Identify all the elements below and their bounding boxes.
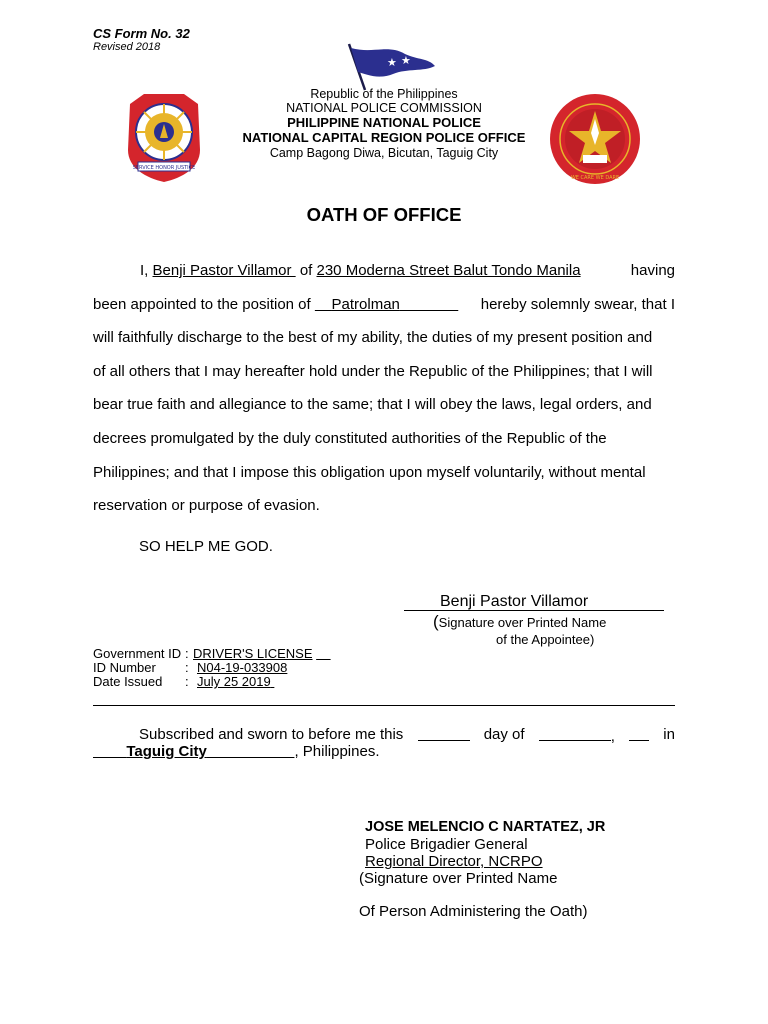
svg-text:SERVICE HONOR JUSTICE: SERVICE HONOR JUSTICE bbox=[132, 165, 196, 171]
sworn-line-1: Subscribed and sworn to before me this day of , in bbox=[139, 726, 675, 745]
ncrpo-seal-icon bbox=[546, 93, 644, 185]
svg-text:WE CARE WE DARE: WE CARE WE DARE bbox=[570, 175, 620, 181]
sworn-line-2: Taguig City , Philippines. bbox=[93, 743, 380, 760]
id-number-value[interactable]: N04-19-033908 bbox=[197, 660, 288, 675]
svg-text:★: ★ bbox=[387, 56, 397, 69]
header-commission: NATIONAL POLICE COMMISSION bbox=[286, 101, 482, 115]
appointee-caption-2: of the Appointee) bbox=[496, 632, 595, 647]
appointee-printed-name[interactable]: Benji Pastor Villamor bbox=[440, 593, 589, 610]
sworn-year-blank[interactable] bbox=[629, 726, 649, 741]
oath-line-1: I, Benji Pastor Villamor of 230 Moderna Street Balut Tondo Manila having bbox=[140, 262, 675, 279]
document-title: OATH OF OFFICE bbox=[306, 204, 462, 225]
officer-name: JOSE MELENCIO C NARTATEZ, JR bbox=[365, 819, 606, 835]
officer-caption-2: Of Person Administering the Oath) bbox=[359, 903, 588, 920]
position-field[interactable]: Patrolman bbox=[331, 295, 400, 313]
appointee-address-field[interactable]: 230 Moderna Street Balut Tondo Manila bbox=[316, 262, 581, 279]
header-republic: Republic of the Philippines bbox=[310, 87, 458, 101]
oath-line-6: decrees promulgated by the duly constituted authorities of the Republic of the bbox=[93, 429, 607, 447]
oath-line-8: reservation or purpose of evasion. bbox=[93, 497, 320, 515]
date-issued-label: Date Issued bbox=[93, 674, 163, 689]
officer-rank: Police Brigadier General bbox=[365, 836, 528, 853]
header-office: NATIONAL CAPITAL REGION POLICE OFFICE bbox=[242, 130, 526, 145]
oath-line-5: bear true faith and allegiance to the same; that I will obey the laws, legal orders, and bbox=[93, 396, 652, 414]
oath-line-3: will faithfully discharge to the best of my ability, the duties of my present position and bbox=[93, 329, 653, 347]
oath-line-2: been appointed to the position of Patrolman hereby solemnly swear, that I bbox=[93, 295, 675, 313]
form-number: CS Form No. 32 bbox=[93, 26, 190, 41]
officer-title: Regional Director, NCRPO bbox=[365, 853, 543, 870]
oath-paragraph bbox=[93, 254, 675, 523]
oath-line-7: Philippines; and that I impose this obligation upon myself voluntarily, without mental bbox=[93, 463, 646, 481]
sworn-day-blank[interactable] bbox=[418, 726, 470, 741]
gov-id-label: Government ID bbox=[93, 646, 182, 661]
id-number-label: ID Number bbox=[93, 660, 156, 675]
svg-text:★: ★ bbox=[401, 54, 411, 67]
sworn-month-blank[interactable] bbox=[539, 726, 611, 741]
appointee-caption-1: (Signature over Printed Name bbox=[433, 612, 607, 631]
header-address: Camp Bagong Diwa, Bicutan, Taguig City bbox=[269, 146, 499, 160]
id-number-sep: : bbox=[185, 660, 189, 675]
form-revised: Revised 2018 bbox=[93, 41, 161, 53]
appointee-name-field[interactable]: Benji Pastor Villamor bbox=[152, 262, 296, 279]
date-issued-sep: : bbox=[185, 674, 189, 689]
header-pnp: PHILIPPINE NATIONAL POLICE bbox=[287, 115, 481, 130]
gov-id-sep: : bbox=[185, 646, 189, 661]
sworn-place-field[interactable]: Taguig City bbox=[126, 743, 207, 760]
oath-closing: SO HELP ME GOD. bbox=[139, 538, 273, 555]
gov-id-value[interactable]: DRIVER'S LICENSE bbox=[193, 646, 313, 661]
section-divider bbox=[93, 705, 675, 706]
date-issued-value[interactable]: July 25 2019 bbox=[197, 674, 271, 689]
officer-caption-1: (Signature over Printed Name bbox=[359, 870, 558, 887]
oath-line-4: of all others that I may hereafter hold under the Republic of the Philippines; that I will bbox=[93, 362, 653, 380]
flag-icon bbox=[343, 42, 438, 92]
